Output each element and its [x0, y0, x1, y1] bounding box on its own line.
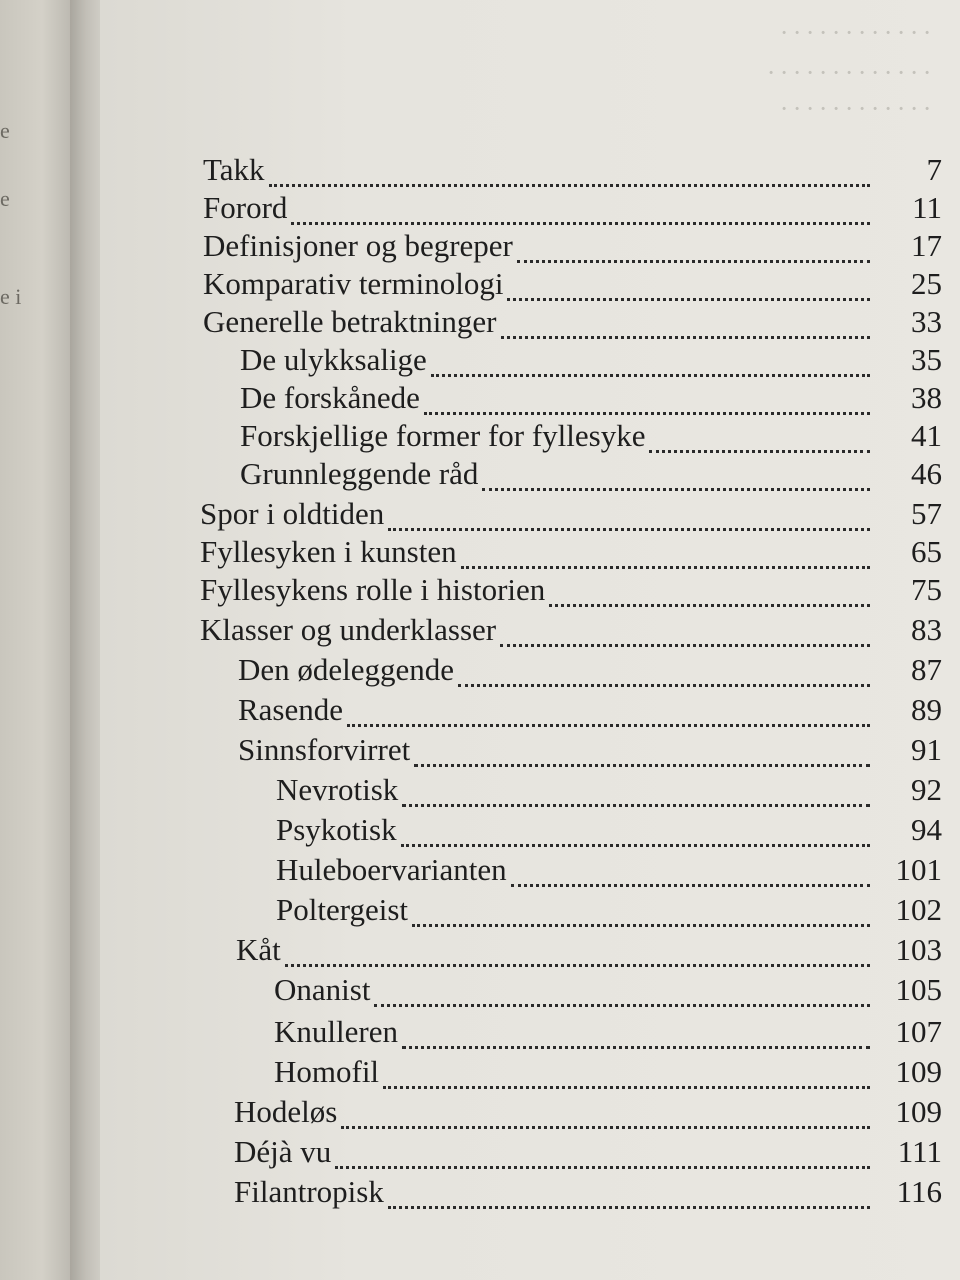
toc-entry [276, 852, 942, 892]
toc-entry-title: Filantropisk [234, 1174, 384, 1209]
toc-entry-page: 38 [911, 380, 942, 415]
toc-entry-title: Onanist [274, 972, 371, 1007]
toc-entry [274, 1054, 942, 1094]
toc-entry-page: 91 [911, 732, 942, 767]
toc-entry-title: Hodeløs [234, 1094, 338, 1129]
toc-entry-title: Déjà vu [234, 1134, 332, 1169]
toc-entry [203, 304, 942, 344]
toc-entry-title: Psykotisk [276, 812, 397, 847]
toc-entry-title: Homofil [274, 1054, 380, 1089]
toc-entry [238, 692, 942, 732]
dot-leader [549, 602, 870, 607]
toc-entry [238, 652, 942, 692]
toc-entry [203, 152, 942, 192]
toc-entry-page: 107 [895, 1014, 942, 1049]
dot-leader [388, 526, 870, 531]
dot-leader [335, 1164, 870, 1169]
toc-entry-title: Rasende [238, 692, 344, 727]
dot-leader [341, 1124, 870, 1129]
show-through-text: · · · · · · · · · · · · · [767, 58, 930, 87]
toc-entry-page: 105 [895, 972, 942, 1007]
toc-entry-title: De ulykksalige [240, 342, 427, 377]
dot-leader [424, 410, 870, 415]
toc-entry-title: Fyllesyken i kunsten [200, 534, 457, 569]
toc-entry-page: 109 [895, 1054, 942, 1089]
toc-entry-page: 109 [895, 1094, 942, 1129]
dot-leader [501, 334, 871, 339]
toc-entry-title: Nevrotisk [276, 772, 399, 807]
toc-entry-page: 92 [911, 772, 942, 807]
dot-leader [649, 448, 870, 453]
toc-entry [276, 812, 942, 852]
toc-entry [240, 342, 942, 382]
toc-entry-page: 35 [911, 342, 942, 377]
left-page-fragment: e i [0, 284, 22, 309]
toc-entry-title: Klasser og underklasser [200, 612, 497, 647]
toc-entry [240, 380, 942, 420]
show-through-text: · · · · · · · · · · · · [780, 94, 930, 123]
dot-leader [383, 1084, 870, 1089]
toc-entry-page: 11 [912, 190, 942, 225]
toc-entry-title: Forord [203, 190, 288, 225]
toc-entry [200, 534, 942, 574]
toc-entry-page: 83 [911, 612, 942, 647]
toc-entry-title: Spor i oldtiden [200, 496, 385, 531]
toc-entry [238, 732, 942, 772]
toc-entry-title: Forskjellige former for fyllesyke [240, 418, 646, 453]
toc-entry [234, 1174, 942, 1214]
toc-entry [203, 266, 942, 306]
dot-leader [431, 372, 870, 377]
toc-entry [200, 496, 942, 536]
toc-entry [236, 932, 942, 972]
dot-leader [388, 1204, 870, 1209]
toc-entry [276, 772, 942, 812]
dot-leader [285, 962, 870, 967]
toc-entry-title: Knulleren [274, 1014, 398, 1049]
dot-leader [402, 802, 870, 807]
toc-entry-title: Den ødeleggende [238, 652, 455, 687]
dot-leader [414, 762, 870, 767]
dot-leader [291, 220, 870, 225]
dot-leader [500, 642, 870, 647]
dot-leader [482, 486, 870, 491]
toc-entry-title: Generelle betraktninger [203, 304, 497, 339]
toc-entry-page: 46 [911, 456, 942, 491]
toc-entry-page: 116 [896, 1174, 942, 1209]
dot-leader [458, 682, 870, 687]
toc-entry-page: 25 [911, 266, 942, 301]
toc-entry [203, 190, 942, 230]
dot-leader [269, 182, 870, 187]
toc-entry [276, 892, 942, 932]
toc-entry-page: 94 [911, 812, 942, 847]
toc-entry-title: Kåt [236, 932, 281, 967]
toc-entry-title: Poltergeist [276, 892, 409, 927]
toc-entry [200, 572, 942, 612]
toc-entry-page: 17 [911, 228, 942, 263]
dot-leader [511, 882, 870, 887]
toc-entry-title: Komparativ terminologi [203, 266, 504, 301]
toc-entry-page: 101 [895, 852, 942, 887]
toc-entry [200, 612, 942, 652]
dot-leader [461, 564, 870, 569]
toc-entry-page: 89 [911, 692, 942, 727]
toc-entry-title: Huleboervarianten [276, 852, 507, 887]
left-page-fragment: e [0, 118, 10, 143]
toc-entry-page: 102 [895, 892, 942, 927]
toc-entry-page: 111 [897, 1134, 942, 1169]
show-through-text: · · · · · · · · · · · · [780, 18, 930, 47]
toc-entry-title: Fyllesykens rolle i historien [200, 572, 546, 607]
toc-entry [274, 1014, 942, 1054]
toc-entry-page: 75 [911, 572, 942, 607]
toc-entry-title: De forskånede [240, 380, 420, 415]
dot-leader [401, 842, 870, 847]
toc-entry [203, 228, 942, 268]
toc-entry-page: 103 [895, 932, 942, 967]
dot-leader [412, 922, 870, 927]
left-page [0, 0, 70, 1280]
dot-leader [402, 1044, 870, 1049]
toc-entry [234, 1094, 942, 1134]
dot-leader [347, 722, 870, 727]
toc-entry [240, 456, 942, 496]
toc-entry-page: 41 [911, 418, 942, 453]
toc-entry-title: Grunnleggende råd [240, 456, 479, 491]
left-page-fragment: e [0, 186, 10, 211]
toc-entry-title: Definisjoner og begreper [203, 228, 513, 263]
toc-entry-title: Sinnsforvirret [238, 732, 411, 767]
toc-entry-page: 65 [911, 534, 942, 569]
toc-entry-title: Takk [203, 152, 265, 187]
toc-entry-page: 57 [911, 496, 942, 531]
toc-entry [240, 418, 942, 458]
dot-leader [507, 296, 870, 301]
toc-entry-page: 7 [926, 152, 942, 187]
dot-leader [517, 258, 870, 263]
toc-entry [234, 1134, 942, 1174]
dot-leader [374, 1002, 870, 1007]
toc-entry-page: 87 [911, 652, 942, 687]
toc-entry-page: 33 [911, 304, 942, 339]
toc-entry [274, 972, 942, 1012]
